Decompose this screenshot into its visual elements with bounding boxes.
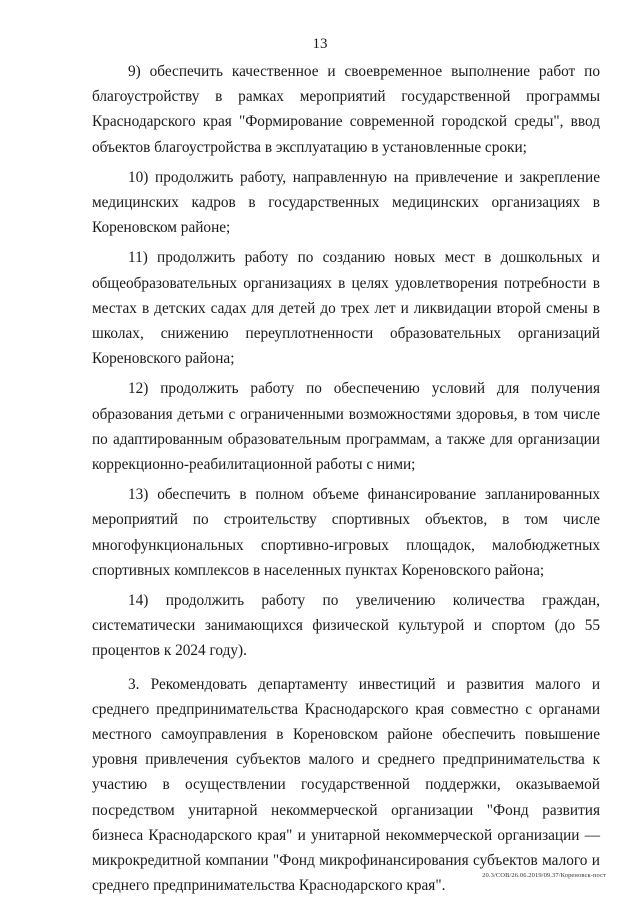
page-number: 13 bbox=[312, 36, 328, 52]
document-footer-code: 20.3/СОВ/26.06.2019/09.37/Кореновск-пост bbox=[482, 872, 606, 879]
paragraph-item-12: 12) продолжить работу по обеспечению условий для получения образования детьми с ограниченными возможностями здоровья, в том числе по адаптированным образовательным программам, а также для организации коррекционно-реабилитационной работы с ними; bbox=[92, 380, 600, 474]
document-body bbox=[92, 59, 600, 899]
paragraph-item-10: 10) продолжить работу, направленную на привлечение и закрепление медицинских кадров в государственных медицинских организациях в Кореновском районе; bbox=[92, 168, 600, 237]
paragraph-item-11: 11) продолжить работу по созданию новых мест в дошкольных и общеобразовательных организациях в целях удовлетворения потребности в местах в детских садах для детей до трех лет и ликвидации второй смены в школах, снижению переуплотненности образовательных организаций Кореновского района; bbox=[92, 249, 600, 368]
paragraph-item-14: 14) продолжить работу по увеличению количества граждан, систематически занимающихся физической культурой и спортом (до 55 процентов к 2024 году). bbox=[92, 592, 600, 660]
paragraph-section-3: 3. Рекомендовать департаменту инвестиций и развития малого и среднего предпринимательства Краснодарского края совместно с органами местного самоуправления в Кореновском районе обеспечить повышение уровня привлечения субъектов малого и среднего предпринимательства к участию в осуществлении государственной поддержки, оказываемой посредством унитарной некоммерческой организации "Фонд развития бизнеса Краснодарского края" и унитарной некоммерческой организации — микрокредитной компании "Фонд микрофинансирования субъектов малого и среднего предпринимательства Краснодарского края". bbox=[92, 675, 600, 895]
paragraph-item-13: 13) обеспечить в полном объеме финансирование запланированных мероприятий по строительству спортивных объектов, в том числе многофункциональных спортивно-игровых площадок, малобюджетных спортивных комплексов в населенных пунктах Кореновского района; bbox=[92, 486, 600, 579]
paragraph-item-9: 9) обеспечить качественное и своевременное выполнение работ по благоустройству в рамках мероприятий государственной программы Краснодарского края "Формирование современной городской среды", ввод объектов благоустройства в эксплуатацию в установленные сроки; bbox=[92, 63, 600, 156]
